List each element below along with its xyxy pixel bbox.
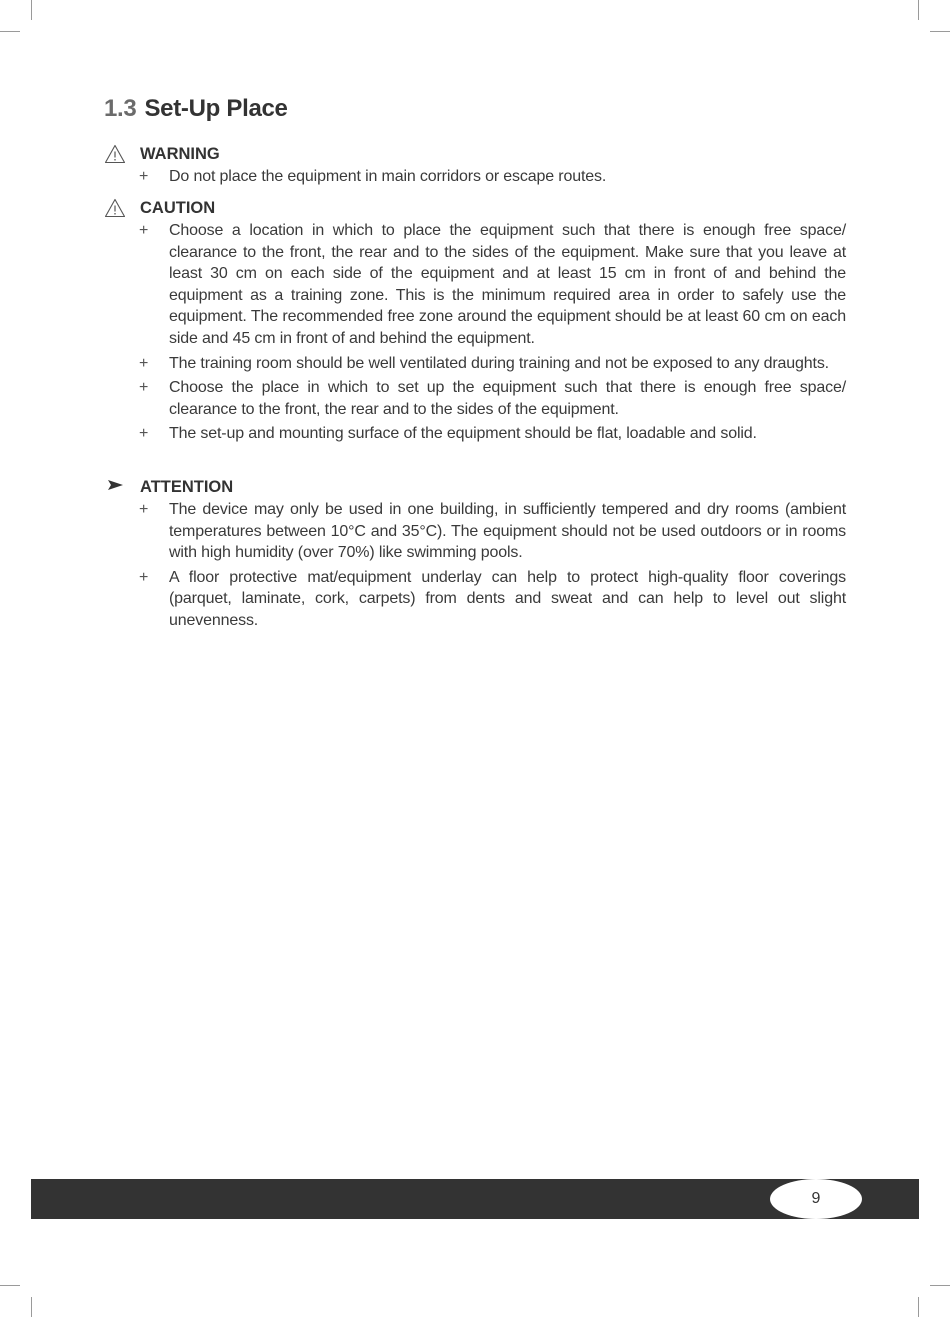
crop-mark xyxy=(930,31,950,32)
list-item xyxy=(104,377,846,420)
list-item xyxy=(104,220,846,350)
list-item-text: Do not place the equipment in main corridors or escape routes. xyxy=(169,168,607,185)
bullet-plus: + xyxy=(139,222,149,239)
bullet-plus: + xyxy=(139,568,149,586)
bullet-plus: + xyxy=(139,379,149,397)
caution-title: CAUTION xyxy=(140,199,216,217)
bullet-plus: + xyxy=(139,501,149,518)
list-item xyxy=(104,353,846,375)
list-item xyxy=(104,567,846,632)
page-number: 9 xyxy=(770,1179,862,1219)
warning-title: WARNING xyxy=(140,145,220,163)
bullet-plus: + xyxy=(139,168,149,185)
list-item-text: The training room should be well ventilated during training and not be exposed to any draughts. xyxy=(169,354,829,372)
list-item xyxy=(104,423,846,445)
list-item-text: The device may only be used in one building, in sufficiently tempered and dry rooms (ambient temperatures between 10°C and 35°C). The equipment should not be used outdoors or in rooms with high humidity (over 70%) like swimming pools. xyxy=(169,501,846,562)
crop-mark xyxy=(0,1285,20,1286)
crop-mark xyxy=(930,1285,950,1286)
page-title xyxy=(104,95,288,123)
bullet-plus: + xyxy=(139,354,149,372)
attention-title: ATTENTION xyxy=(140,478,234,496)
crop-mark xyxy=(31,1297,32,1317)
crop-mark xyxy=(918,1297,919,1317)
section-title: Set-Up Place xyxy=(144,95,288,122)
pointer-arrow-icon xyxy=(104,477,126,497)
list-item-text: The set-up and mounting surface of the equipment should be flat, loadable and solid. xyxy=(169,425,757,443)
list-item-text: Choose the place in which to set up the equipment such that there is enough free space/ clearance to the front, the rear and to the sides of the equipment. xyxy=(169,379,846,418)
crop-mark xyxy=(31,0,32,20)
warning-triangle-icon xyxy=(104,198,126,218)
crop-mark xyxy=(918,0,919,20)
list-item-text: A floor protective mat/equipment underlay can help to protect high-quality floor coverings (parquet, laminate, cork, carpets) from dents and sweat and can help to level out slight unevenness. xyxy=(169,568,846,629)
list-item-text: Choose a location in which to place the equipment such that there is enough free space/ clearance to the front, the rear and to the sides of the equipment. Make sure that you leave at least 30 cm on each side of the equipment and at least 15 cm in front of and behind the equipment as a training zone. This is the minimum required area in order to safely use the equipment. The recommended free zone around the equipment should be at least 60 cm on each side and 45 cm in front of and behind the equipment. xyxy=(169,222,846,347)
warning-section xyxy=(104,144,846,191)
caution-section xyxy=(104,198,846,448)
warning-triangle-icon xyxy=(104,144,126,164)
crop-mark xyxy=(0,31,20,32)
list-item xyxy=(104,166,846,188)
section-number: 1.3 xyxy=(104,95,137,122)
list-item xyxy=(104,499,846,564)
attention-section xyxy=(104,477,846,635)
bullet-plus: + xyxy=(139,425,149,443)
